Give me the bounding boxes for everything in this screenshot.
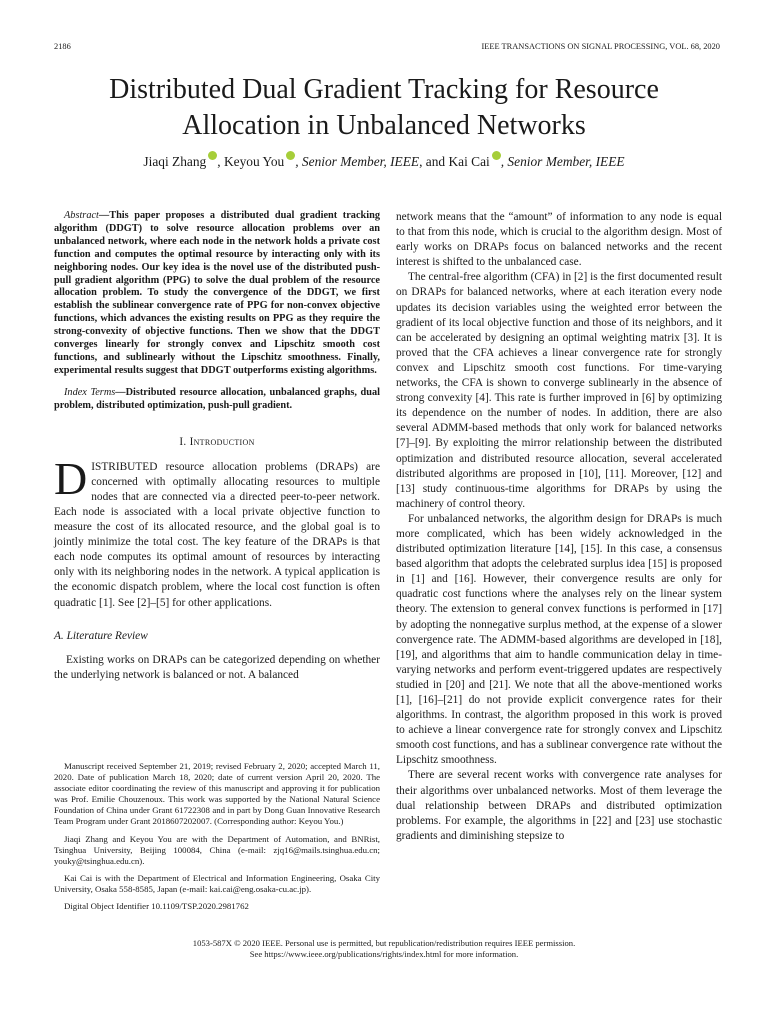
copyright-notice bbox=[0, 938, 768, 960]
author-you: , Keyou You bbox=[217, 154, 285, 169]
title-line-1: Distributed Dual Gradient Tracking for Resource bbox=[109, 74, 659, 105]
author-zhang: Jiaqi Zhang bbox=[143, 154, 207, 169]
index-terms-text: —Distributed resource allocation, unbalanced graphs, dual problem, distributed optimization, push-pull gradient. bbox=[54, 386, 380, 411]
body-paragraph: The central-free algorithm (CFA) in [2] is the first documented result on DRAPs for balanced networks, where at each iteration every node updates its decision variables using the weighted error between the gradient of its local objective function and those of its neighbors, and it can be accelerated by designing an optimal weighting matrix [3]. It is proved that the CFA achieves a linear convergence rate for strongly convex and Lipschitz smooth cost functions. For time-varying networks, the CFA is shown to converge sublinearly in the absence of strong convexity [4]. This rate is further improved in [6] by optimizing its dependence on the number of nodes. In addition, there are also several ADMM-based methods that only work for balanced networks [7]–[9]. By exploiting the mirror relationship between the distributed optimization and distributed resource allocation, several accelerated distributed algorithms are proposed in [10], [11]. Moreover, [12] and [13] study continuous-time algorithms for DRAPs by using the machinery of control theory. bbox=[396, 271, 722, 510]
left-column bbox=[54, 210, 380, 683]
copyright-line-2: See https://www.ieee.org/publications/rights/index.html for more information. bbox=[249, 949, 519, 960]
footnotes bbox=[54, 755, 380, 912]
section-heading-introduction: I. Introduction bbox=[179, 435, 255, 448]
footnote-affiliation-1: Jiaqi Zhang and Keyou You are with the Department of Automation, and BNRist, Tsinghua University, Beijing 100084, China (e-mail: zjq16@mails.tsinghua.edu.cn; youky@tsinghua.edu.cn). bbox=[54, 833, 380, 866]
journal-header: IEEE TRANSACTIONS ON SIGNAL PROCESSING, VOL. 68, 2020 bbox=[481, 42, 720, 51]
right-column bbox=[396, 210, 722, 844]
copyright-line-1: 1053-587X © 2020 IEEE. Personal use is permitted, but republication/redistribution requires IEEE permission. bbox=[192, 938, 576, 948]
author-cai: , and Kai Cai bbox=[419, 154, 490, 169]
author-cai-role: , Senior Member, IEEE bbox=[500, 154, 625, 169]
index-terms-label: Index Terms bbox=[64, 386, 116, 398]
abstract bbox=[54, 210, 380, 378]
title-line-2: Allocation in Unbalanced Networks bbox=[182, 110, 586, 141]
footnote-doi: Digital Object Identifier 10.1109/TSP.2020.2981762 bbox=[64, 901, 249, 912]
abstract-label: Abstract bbox=[64, 210, 99, 221]
author-line bbox=[0, 151, 768, 170]
page-number: 2186 bbox=[54, 42, 71, 51]
body-paragraph: network means that the “amount” of information to any node is equal to that from this node, which is crucial to the algorithm design. Most of early works on DRAPs focus on balanced networks and the recent interest is shifted to the unbalanced case. bbox=[396, 211, 722, 269]
author-you-role: , Senior Member, IEEE bbox=[295, 154, 420, 169]
orcid-icon[interactable] bbox=[208, 151, 217, 160]
intro-paragraph-1: DISTRIBUTED resource allocation problems (DRAPs) are concerned with optimally allocating resources to multiple nodes that are connected via a directed peer-to-peer network. Each node is associated with a local private objective function to measure the cost of its allocated resource, and the global goal is to jointly minimize the total cost. The key feature of the DRAPs is that each node computes its optimal amount of resources by interacting only with its neighboring nodes in the network. A typical application is the economic dispatch problem, where the local cost function is often quadratic [1]. See [2]–[5] for other applications. bbox=[54, 452, 380, 609]
footnote-manuscript: Manuscript received September 21, 2019; revised February 2, 2020; accepted March 11, 2020. Date of publication March 18, 2020; date of current version April 20, 2020. The associate editor coordinating the review of this manuscript and approving it for publication was Prof. Emilie Chouzenoux. This work was supported by the National Natural Science Foundation of China under Grant 61722308 and in part by Dong Guan Innovative Research Team Program under Grant 2018607202007. (Corresponding author: Keyou You.) bbox=[54, 761, 380, 827]
drop-cap: D bbox=[54, 452, 88, 504]
intro-paragraph-2: Existing works on DRAPs can be categorized depending on whether the underlying network is balanced or not. A balanced bbox=[54, 653, 380, 681]
abstract-text: —This paper proposes a distributed dual gradient tracking algorithm (DDGT) to solve resource allocation problems over an unbalanced network, where each node in the network holds a private cost function and computes the optimal resource by interacting only with its neighboring nodes. Our key idea is the novel use of the distributed push-pull gradient algorithm (PPG) to solve the dual problem of the resource allocation problem. To study the convergence of the DDGT, we first establish the sublinear convergence rate of PPG for non-convex objective functions, which advances the existing results on PPG as they require the strong-convexity of objective functions. Then we show that the DDGT converges linearly for strongly convex and Lipschitz smooth cost functions, and sublinearly without the Lipschitz smoothness. Finally, experimental results suggest that DDGT outperforms existing algorithms. bbox=[54, 210, 380, 376]
orcid-icon[interactable] bbox=[286, 151, 295, 160]
body-paragraph: For unbalanced networks, the algorithm design for DRAPs is much more complicated, which has been widely acknowledged in the distributed optimization literature [14], [15]. In this case, a consensus based algorithm that adopts the celebrated surplus idea [15] is proposed in [1] and [16]. However, their convergence results are only for quadratic cost functions where the analyses rely on the linear system theory. The extension to general convex functions is performed in [17] by adopting the nonnegative surplus method, at the expense of a slower convergence rate. The ADMM-based algorithms are developed in [18], [19], and algorithms that aim to handle communication delay in time-varying networks and perform event-triggered updates are respectively studied in [20] and [21]. We note that all the above-mentioned works [1], [16]–[21] do not provide explicit convergence rates for their algorithms. In contrast, the algorithm proposed in this work is proved to achieve a linear convergence rate for strongly convex and Lipschitz smooth cost functions, and has a sublinear convergence rate without the Lipschitz smoothness. bbox=[396, 512, 722, 767]
body-paragraph: There are several recent works with convergence rate analyses for their algorithms over unbalanced networks. Most of them leverage the dual relationship between DRAPs and distributed optimization problems. For example, the algorithms in [22] and [23] use stochastic gradients and diminishing stepsize to bbox=[396, 769, 722, 842]
paper-title bbox=[60, 72, 708, 144]
index-terms bbox=[54, 387, 380, 413]
footnote-affiliation-2: Kai Cai is with the Department of Electrical and Information Engineering, Osaka City University, Osaka 558-8585, Japan (e-mail: kai.cai@eng.osaka-cu.ac.jp). bbox=[54, 872, 380, 894]
orcid-icon[interactable] bbox=[492, 151, 501, 160]
subsection-heading-literature-review: A. Literature Review bbox=[54, 629, 148, 642]
